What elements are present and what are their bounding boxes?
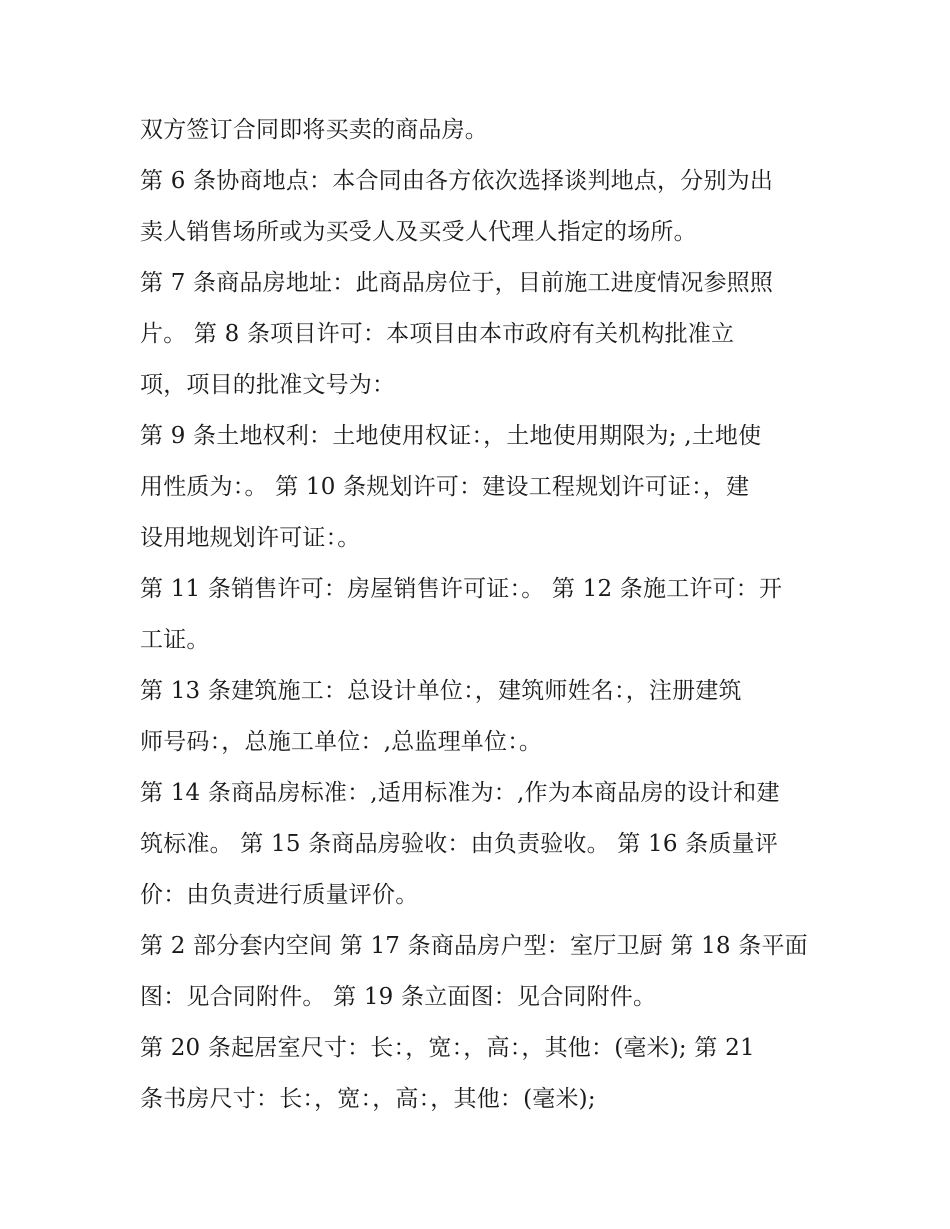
text-line: 双方签订合同即将买卖的商品房。 — [140, 117, 488, 143]
text-line: 第 20 条起居室尺寸：长：，宽：，高：，其他：(毫米); 第 21 — [140, 1035, 755, 1061]
text-line: 筑标准。 第 15 条商品房验收：由负责验收。 第 16 条质量评 — [140, 831, 778, 857]
text-line: 第 7 条商品房地址：此商品房位于，目前施工进度情况参照照 — [140, 270, 774, 296]
text-line: 设用地规划许可证：。 — [140, 525, 361, 551]
text-line: 第 2 部分套内空间 第 17 条商品房户型：室厅卫厨 第 18 条平面 — [140, 933, 808, 959]
text-line: 第 9 条土地权利：土地使用权证：，土地使用期限为; ,土地使 — [140, 423, 762, 449]
text-line: 用性质为：。 第 10 条规划许可：建设工程规划许可证：，建 — [140, 474, 750, 500]
text-line: 工证。 — [140, 627, 210, 653]
text-line: 卖人销售场所或为买受人及买受人代理人指定的场所。 — [140, 219, 697, 245]
text-line: 第 13 条建筑施工：总设计单位：，建筑师姓名：，注册建筑 — [140, 678, 742, 704]
text-line: 第 11 条销售许可：房屋销售许可证：。 第 12 条施工许可：开 — [140, 576, 783, 602]
text-line: 师号码：，总施工单位：,总监理单位：。 — [140, 729, 543, 755]
text-line: 项，项目的批准文号为： — [140, 372, 396, 398]
text-line: 第 14 条商品房标准：,适用标准为：,作为本商品房的设计和建 — [140, 780, 780, 806]
text-line: 第 6 条协商地点：本合同由各方依次选择谈判地点，分别为出 — [140, 168, 774, 194]
text-line: 价：由负责进行质量评价。 — [140, 882, 419, 908]
text-line: 片。 第 8 条项目许可：本项目由本市政府有关机构批准立 — [140, 321, 735, 347]
document-body — [140, 105, 820, 1125]
text-line: 图：见合同附件。 第 19 条立面图：见合同附件。 — [140, 984, 657, 1010]
text-line: 条书房尺寸：长：，宽：，高：，其他：(毫米); — [140, 1086, 596, 1112]
